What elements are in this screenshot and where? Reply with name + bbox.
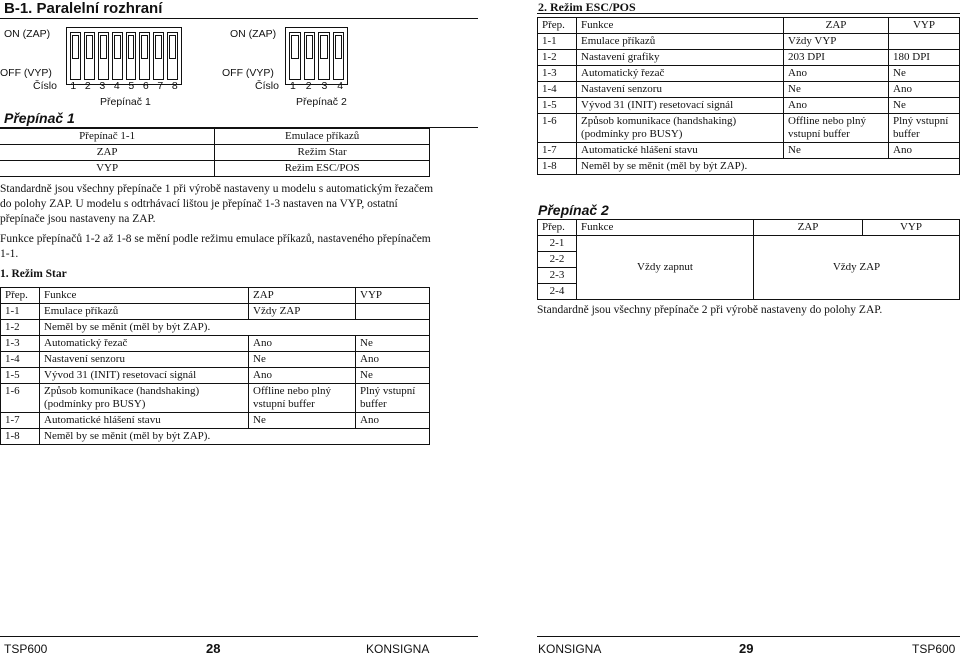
page-title: B-1. Paralelní rozhraní xyxy=(4,0,163,17)
table-cell: Plný vstupní buffer xyxy=(889,114,960,143)
column-header: ZAP xyxy=(754,220,863,236)
table-cell: Ano xyxy=(784,98,889,114)
column-header: Přep. xyxy=(538,220,577,236)
table-row xyxy=(1,368,430,384)
table-cell: Ano xyxy=(249,368,356,384)
table-cell: 2-2 xyxy=(538,252,577,268)
table-cell: Přepínač 1-1 xyxy=(0,129,215,145)
switch2-off-label: OFF (VYP) xyxy=(222,67,274,79)
switch1-on-label: ON (ZAP) xyxy=(4,28,51,40)
table-cell: Emulace příkazů xyxy=(577,34,784,50)
table-cell: Neměl by se měnit (měl by být ZAP). xyxy=(577,159,960,175)
table-cell: Ano xyxy=(889,82,960,98)
table-cell: 1-8 xyxy=(538,159,577,175)
table-cell: Ne xyxy=(784,82,889,98)
table-cell: Nastavení senzoru xyxy=(577,82,784,98)
column-header: ZAP xyxy=(249,288,356,304)
table-row xyxy=(1,336,430,352)
paragraph-default-switch2: Standardně jsou všechny přepínače 2 při výrobě nastaveny do polohy ZAP. xyxy=(537,304,883,316)
table-cell: Režim Star xyxy=(215,145,430,161)
table-cell: 1-2 xyxy=(538,50,577,66)
table-cell: 1-8 xyxy=(1,429,40,445)
page-number-left: 28 xyxy=(206,641,221,656)
switch2-table xyxy=(537,219,960,300)
switch2-numbers: 1 2 3 4 xyxy=(289,80,344,92)
table-cell: 180 DPI xyxy=(889,50,960,66)
table-cell: Ano xyxy=(784,66,889,82)
table-cell: Ne xyxy=(356,368,430,384)
column-header: VYP xyxy=(889,18,960,34)
table-cell: Emulace příkazů xyxy=(40,304,249,320)
section-heading-star: 1. Režim Star xyxy=(0,268,67,280)
table-cell: Způsob komunikace (handshaking) (podmínky pro BUSY) xyxy=(577,114,784,143)
column-header: Funkce xyxy=(40,288,249,304)
table-cell: Automatický řezač xyxy=(40,336,249,352)
table-cell: Ne xyxy=(889,66,960,82)
table-row xyxy=(1,429,430,445)
table-header-row xyxy=(538,18,960,34)
footer-rule-left xyxy=(0,636,478,637)
page-number-right: 29 xyxy=(739,641,754,656)
mode-table xyxy=(0,128,430,177)
switch1-number-label: Číslo xyxy=(33,80,57,92)
footer-brand-right: KONSIGNA xyxy=(538,642,602,656)
footer-model-left: TSP600 xyxy=(4,642,48,656)
table-header-row xyxy=(538,220,960,236)
table-cell: 1-6 xyxy=(1,384,40,413)
table-cell: 1-2 xyxy=(1,320,40,336)
table-row xyxy=(0,145,430,161)
footer-rule-right xyxy=(537,636,960,637)
switch2-heading: Přepínač 2 xyxy=(538,202,609,218)
table-cell: Nastavení grafiky xyxy=(577,50,784,66)
column-header: Přep. xyxy=(1,288,40,304)
paragraph-default-switch1: Standardně jsou všechny přepínače 1 při výrobě nastaveny u modelu s automatickým řezačem do polohy ZAP. U modelu s odtrhávací lištou je přepínač 1-3 nastaven na VYP, ostatní přepínače jsou nastaveny na ZAP. xyxy=(0,183,434,225)
table-cell: VYP xyxy=(0,161,215,177)
table-cell: 2-3 xyxy=(538,268,577,284)
table-cell: 1-4 xyxy=(538,82,577,98)
table-cell: Vždy ZAP xyxy=(754,236,960,300)
title-rule xyxy=(0,18,478,19)
table-cell: Automatické hlášení stavu xyxy=(40,413,249,429)
table-cell: 1-6 xyxy=(538,114,577,143)
table-header-row xyxy=(1,288,430,304)
table-row xyxy=(0,129,430,145)
table-row xyxy=(538,114,960,143)
table-row xyxy=(1,320,430,336)
column-header: Funkce xyxy=(577,220,754,236)
switch1-off-label: OFF (VYP) xyxy=(0,67,52,79)
table-cell: Ne xyxy=(356,336,430,352)
escpos-mode-table xyxy=(537,17,960,175)
table-cell: Automatické hlášení stavu xyxy=(577,143,784,159)
table-cell: 2-4 xyxy=(538,284,577,300)
table-cell: 1-1 xyxy=(538,34,577,50)
table-cell: Režim ESC/POS xyxy=(215,161,430,177)
table-row xyxy=(538,98,960,114)
table-cell: 1-1 xyxy=(1,304,40,320)
table-cell: 1-7 xyxy=(538,143,577,159)
footer-brand-left: KONSIGNA xyxy=(366,642,430,656)
table-cell: 1-5 xyxy=(1,368,40,384)
table-cell: Emulace příkazů xyxy=(215,129,430,145)
switch1-caption: Přepínač 1 xyxy=(100,96,151,108)
column-header: VYP xyxy=(356,288,430,304)
table-cell: 203 DPI xyxy=(784,50,889,66)
table-cell: Vývod 31 (INIT) resetovací signál xyxy=(40,368,249,384)
table-cell: Plný vstupní buffer xyxy=(356,384,430,413)
table-cell: ZAP xyxy=(0,145,215,161)
table-row xyxy=(538,66,960,82)
section-heading-escpos: 2. Režim ESC/POS xyxy=(538,0,636,14)
table-row xyxy=(1,352,430,368)
table-row xyxy=(538,50,960,66)
table-cell: 1-3 xyxy=(1,336,40,352)
table-cell: Ne xyxy=(249,413,356,429)
table-cell: Ano xyxy=(356,413,430,429)
table-cell: Způsob komunikace (handshaking) (podmínky pro BUSY) xyxy=(40,384,249,413)
footer-model-right: TSP600 xyxy=(912,642,956,656)
table-cell: Nastavení senzoru xyxy=(40,352,249,368)
table-cell xyxy=(356,304,430,320)
table-cell: Offline nebo plný vstupní buffer xyxy=(784,114,889,143)
star-mode-table xyxy=(0,287,430,445)
table-cell: 1-7 xyxy=(1,413,40,429)
dip-switch-2 xyxy=(285,27,348,85)
table-cell: Vždy zapnut xyxy=(577,236,754,300)
column-header: Funkce xyxy=(577,18,784,34)
table-row xyxy=(538,82,960,98)
table-row xyxy=(0,161,430,177)
column-header: VYP xyxy=(863,220,960,236)
table-cell: Automatický řezač xyxy=(577,66,784,82)
table-row xyxy=(1,304,430,320)
table-row xyxy=(1,413,430,429)
table-row xyxy=(538,143,960,159)
table-cell xyxy=(889,34,960,50)
table-cell: Ano xyxy=(889,143,960,159)
table-cell: Ano xyxy=(249,336,356,352)
table-row xyxy=(538,236,960,252)
table-cell: Ano xyxy=(356,352,430,368)
table-row xyxy=(1,384,430,413)
column-header: Přep. xyxy=(538,18,577,34)
right-title-rule xyxy=(537,13,960,14)
dip-switch-1 xyxy=(66,27,182,85)
table-cell: 2-1 xyxy=(538,236,577,252)
table-cell: Offline nebo plný vstupní buffer xyxy=(249,384,356,413)
column-header: ZAP xyxy=(784,18,889,34)
switch2-caption: Přepínač 2 xyxy=(296,96,347,108)
table-cell: 1-5 xyxy=(538,98,577,114)
table-cell: 1-3 xyxy=(538,66,577,82)
table-cell: 1-4 xyxy=(1,352,40,368)
table-row xyxy=(538,34,960,50)
table-cell: Vždy ZAP xyxy=(249,304,356,320)
switch2-number-label: Číslo xyxy=(255,80,279,92)
table-cell: Vždy VYP xyxy=(784,34,889,50)
table-cell: Vývod 31 (INIT) resetovací signál xyxy=(577,98,784,114)
switch1-numbers: 1 2 3 4 5 6 7 8 xyxy=(70,80,178,92)
switch1-heading: Přepínač 1 xyxy=(4,110,75,126)
switch2-on-label: ON (ZAP) xyxy=(230,28,277,40)
table-cell: Ne xyxy=(249,352,356,368)
table-row xyxy=(538,159,960,175)
paragraph-functions: Funkce přepínačů 1-2 až 1-8 se mění podle režimu emulace příkazů, nastaveného přepínačem 1-1. xyxy=(0,233,431,260)
table-cell: Neměl by se měnit (měl by být ZAP). xyxy=(40,320,430,336)
table-cell: Neměl by se měnit (měl by být ZAP). xyxy=(40,429,430,445)
table-cell: Ne xyxy=(784,143,889,159)
table-cell: Ne xyxy=(889,98,960,114)
